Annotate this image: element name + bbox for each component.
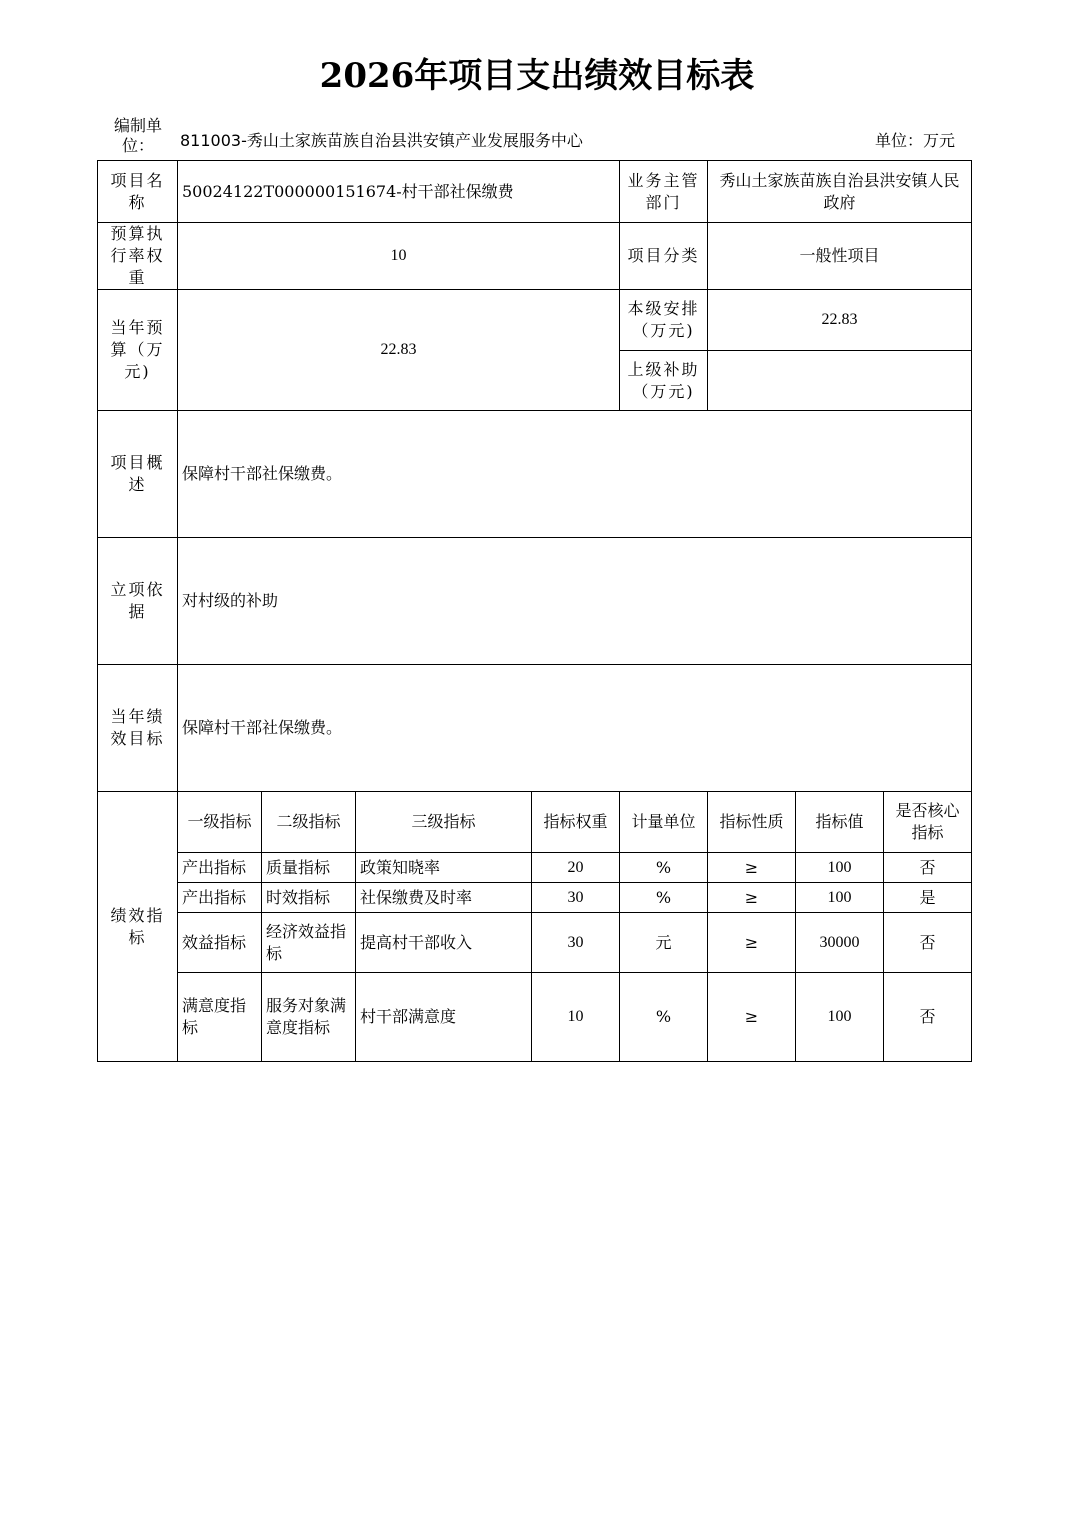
metric-nature: ≥ <box>708 973 796 1062</box>
metric-level3: 村干部满意度 <box>356 973 532 1062</box>
metric-unit: 元 <box>620 913 708 973</box>
metric-unit: % <box>620 853 708 883</box>
overview-label: 项目概述 <box>98 411 178 538</box>
metric-core: 否 <box>884 913 972 973</box>
overview-row <box>98 411 972 538</box>
metric-value: 100 <box>796 853 884 883</box>
project-name-value: 50024122T000000151674-村干部社保缴费 <box>178 161 620 223</box>
performance-table <box>97 160 972 1062</box>
metrics-header-weight: 指标权重 <box>532 792 620 853</box>
dept-label: 业务主管部门 <box>620 161 708 223</box>
metrics-header-core: 是否核心指标 <box>884 792 972 853</box>
metric-level1: 产出指标 <box>178 883 262 913</box>
basis-row <box>98 538 972 665</box>
metrics-header-unit: 计量单位 <box>620 792 708 853</box>
local-value: 22.83 <box>708 290 972 351</box>
metric-value: 30000 <box>796 913 884 973</box>
metric-value: 100 <box>796 973 884 1062</box>
goal-row <box>98 665 972 792</box>
upper-label: 上级补助（万元) <box>620 351 708 411</box>
category-label: 项目分类 <box>620 223 708 290</box>
metric-core: 否 <box>884 973 972 1062</box>
unit-label: 单位：万元 <box>875 131 956 150</box>
metric-weight: 30 <box>532 883 620 913</box>
budget-row-1 <box>98 290 972 351</box>
metrics-header-value: 指标值 <box>796 792 884 853</box>
overview-value: 保障村干部社保缴费。 <box>178 411 972 538</box>
page-title: 2026年项目支出绩效目标表 <box>319 56 755 96</box>
metrics-header-level1: 一级指标 <box>178 792 262 853</box>
metric-level2: 时效指标 <box>262 883 356 913</box>
exec-rate-label: 预算执行率权重 <box>98 223 178 290</box>
metric-level2: 服务对象满意度指标 <box>262 973 356 1062</box>
budget-value: 22.83 <box>178 290 620 411</box>
metric-nature: ≥ <box>708 883 796 913</box>
dept-value: 秀山土家族苗族自治县洪安镇人民政府 <box>708 161 972 223</box>
metric-level3: 政策知晓率 <box>356 853 532 883</box>
project-name-label: 项目名称 <box>98 161 178 223</box>
metrics-header-level3: 三级指标 <box>356 792 532 853</box>
metric-value: 100 <box>796 883 884 913</box>
metric-level1: 满意度指标 <box>178 973 262 1062</box>
budget-label: 当年预算（万元) <box>98 290 178 411</box>
metric-unit: % <box>620 973 708 1062</box>
metric-nature: ≥ <box>708 913 796 973</box>
org-label: 编制单位： <box>113 116 162 155</box>
exec-rate-value: 10 <box>178 223 620 290</box>
basis-label: 立项依据 <box>98 538 178 665</box>
metric-level3: 社保缴费及时率 <box>356 883 532 913</box>
local-label: 本级安排（万元) <box>620 290 708 351</box>
metric-core: 是 <box>884 883 972 913</box>
metrics-header-row <box>98 792 972 853</box>
goal-label: 当年绩效目标 <box>98 665 178 792</box>
metrics-header-nature: 指标性质 <box>708 792 796 853</box>
metric-level2: 质量指标 <box>262 853 356 883</box>
metric-level1: 产出指标 <box>178 853 262 883</box>
exec-rate-row <box>98 223 972 290</box>
metric-unit: % <box>620 883 708 913</box>
upper-value <box>708 351 972 411</box>
metric-weight: 30 <box>532 913 620 973</box>
table-row <box>98 883 972 913</box>
org-value: 811003-秀山土家族苗族自治县洪安镇产业发展服务中心 <box>180 131 583 150</box>
metric-level3: 提高村干部收入 <box>356 913 532 973</box>
basis-value: 对村级的补助 <box>178 538 972 665</box>
metrics-section-label: 绩效指标 <box>98 792 178 1062</box>
metric-weight: 20 <box>532 853 620 883</box>
goal-value: 保障村干部社保缴费。 <box>178 665 972 792</box>
metric-nature: ≥ <box>708 853 796 883</box>
metric-core: 否 <box>884 853 972 883</box>
project-name-row <box>98 161 972 223</box>
category-value: 一般性项目 <box>708 223 972 290</box>
metric-level2: 经济效益指标 <box>262 913 356 973</box>
table-row <box>98 973 972 1062</box>
metric-level1: 效益指标 <box>178 913 262 973</box>
table-row <box>98 913 972 973</box>
metric-weight: 10 <box>532 973 620 1062</box>
table-row <box>98 853 972 883</box>
metrics-header-level2: 二级指标 <box>262 792 356 853</box>
